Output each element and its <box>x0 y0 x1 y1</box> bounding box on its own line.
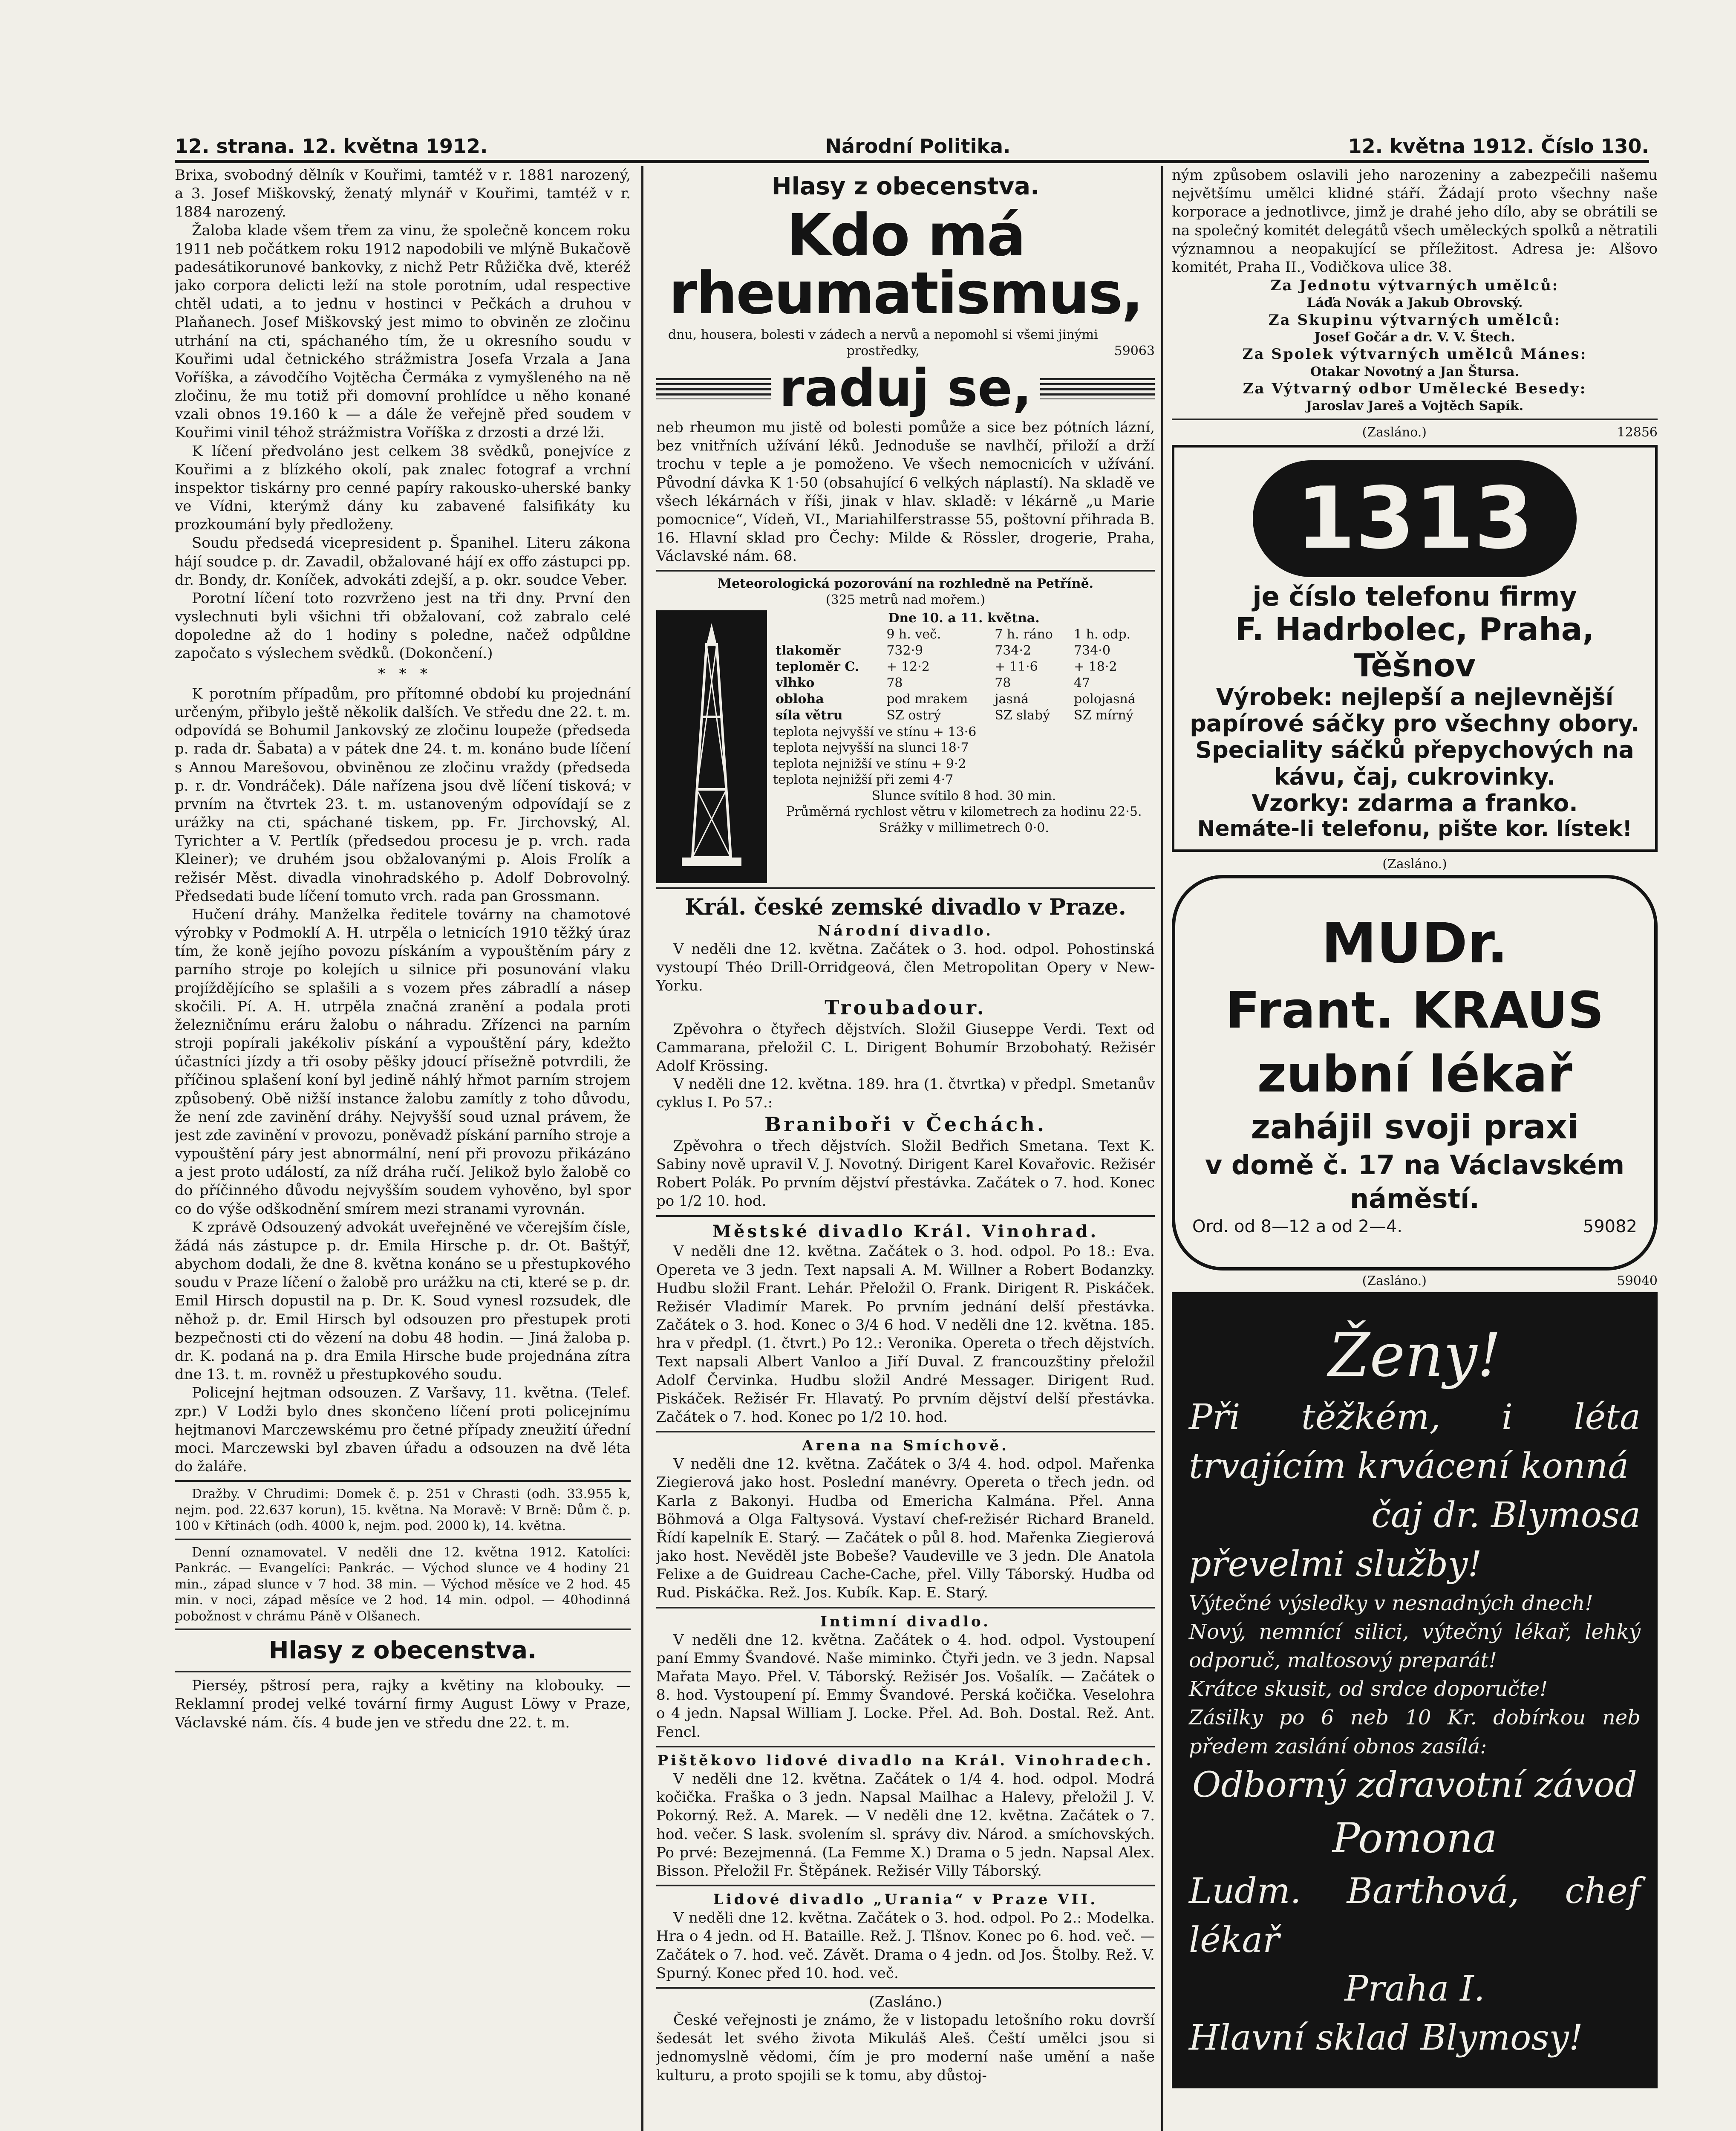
ad-number: 59063 <box>1114 343 1155 358</box>
phone-number-badge: 1313 <box>1253 460 1577 577</box>
ad-number: 12856 <box>1617 424 1658 440</box>
signature-line: Josef Gočár a dr. V. V. Štech. <box>1314 329 1515 345</box>
program-text: V neděli dne 12. května. 189. hra (1. čtvrtka) v předpl. Smetanův cyklus I. Po 57.: <box>656 1076 1155 1112</box>
weather-row <box>773 675 1155 691</box>
article-paragraph: Žaloba klade všem třem za vinu, že společně koncem roku 1911 neb počátkem roku 1912 napodobili ve mlýně Bukačově padesátikorunové bankovky, z nichž Petr Růžička dvě, kteréž jako corpora delicti leží na stole porotním, udal respective chtěl udati, a to jednu v hostinci v Pečkách a druhou v Plaňanech. Josef Miškovský jest mimo to obviněn ze zločinu utrhání na cti, spáchaného tím, že u okresního soudu v Kouřimi udal četnického strážmistra Josefa Vrzala a Jana Voříška, a závodčího Vojtěcha Čermáka z vymyšleného na ně zločinu, že mu totiž při domovní prohlídce u něho konané vzali obnos 19.160 k — a dále že veřejně před soudem v Kouřimi vinil téhož strážmistra Voříška z drzosti a drzé lži. <box>175 222 631 442</box>
ad-line: je číslo telefonu firmy <box>1252 580 1577 612</box>
divider <box>656 1215 1155 1217</box>
divider <box>656 570 1155 572</box>
article-paragraph: Policejní hejtman odsouzen. Z Varšavy, 11. května. (Telef. zpr.) V Lodži bylo dnes skončeno líčení proti policejnímu hejtmanovi Marczewskému pro četné případy zneužití úřední moci. Marczewski byl zbaven úřadu a odsouzen na dvě léta do žaláře. <box>175 1384 631 1476</box>
column-3 <box>1172 166 1658 2131</box>
weather-row-label: obloha <box>776 692 824 707</box>
masthead-title: Národní Politika. <box>825 135 1011 158</box>
ad-number: 59040 <box>1617 1273 1658 1289</box>
rheumatism-text: neb rheumon mu jistě od bolesti pomůže a sice bez pótních lázní, bez vnitřních užívání léků. Jednoduše se navlhčí, přiloží a drží trochu v teple a je pomoženo. Ve všech nemocnicích v užívání. Původní dávka K 1·50 (obsahující 6 velkých náplastí). Na skladě ve všech lékárnách v říši, jinak v hlav. skladě: v lékárně „u Marie pomocnice“, Vídeň, VI., Mariahilferstrasse 55, poštovní přihrada B. 16. Hlavní sklad pro Čechy: Milde & Rössler, drogerie, Praha, Václavské nám. 68. <box>656 419 1155 565</box>
program-text: V neděli dne 12. května. Začátek o 4. hod. odpol. Vystoupení paní Emmy Švandové. Naše miminko. Čtyři jedn. ve 3 jedn. Napsal Mařata Mayo. Přel. V. Táborský. Režisér Jos. Vošalík. — Začátek o 8. hod. Vystoupení pí. Emmy Švandové. Perská kočička. Veselohra o 4 jedn. Napsal William J. Locke. Přel. Ad. Boh. Dostal. Rež. Ant. Fencl. <box>656 1631 1155 1741</box>
weather-row <box>773 659 1155 675</box>
weather-extra: Slunce svítilo 8 hod. 30 min. <box>871 788 1056 803</box>
weather-cell: 47 <box>1074 676 1090 691</box>
ad-line: F. Hadrbolec, Praha, Těšnov <box>1235 611 1595 684</box>
weather-row-label: teploměr C. <box>776 659 859 675</box>
weather-cell: + 12·2 <box>886 659 930 675</box>
weather-cell: 734·0 <box>1074 643 1110 658</box>
weather-table <box>773 627 1155 724</box>
weather-cell: 78 <box>886 676 903 691</box>
ad-line: Frant. KRAUS <box>1226 981 1604 1040</box>
section-heading: Hlasy z obecenstva. <box>771 173 1040 200</box>
ad-line: Při těžkém, i léta trvajícím krvácení konná <box>1189 1397 1641 1487</box>
ad-line: čaj dr. Blymosa <box>1371 1495 1641 1536</box>
weather-cell: 734·2 <box>995 643 1032 658</box>
weather-cell: jasná <box>995 692 1029 707</box>
weather-heading: Meteorologická pozorování na rozhledně na Petříně. <box>717 576 1094 592</box>
divider <box>656 1607 1155 1608</box>
weather-cell: + 11·6 <box>995 659 1038 675</box>
divider <box>656 1746 1155 1747</box>
ad-number: 59082 <box>1583 1216 1637 1236</box>
weather-cell: SZ slabý <box>995 708 1050 723</box>
masthead-left: 12. strana. 12. května 1912. <box>175 135 488 158</box>
ad-line: Hlavní sklad Blymosy! <box>1189 2018 1583 2059</box>
column-divider <box>641 166 643 2131</box>
column-1 <box>175 166 631 2131</box>
weather-row <box>773 691 1155 707</box>
signature-line: Za Výtvarný odbor Umělecké Besedy: <box>1243 380 1587 398</box>
divider <box>175 1629 631 1630</box>
ad-line: Ord. od 8—12 a od 2—4. <box>1192 1216 1403 1236</box>
zaslano-label: (Zasláno.) <box>1382 857 1447 872</box>
weather-row-label: vlhko <box>776 676 815 691</box>
theatre-heading: Král. české zemské divadlo v Praze. <box>685 894 1126 921</box>
weather-extra: teplota nejnižší ve stínu + 9·2 <box>773 756 966 771</box>
masthead <box>175 124 1649 158</box>
theatre-heading: Lidové divadlo „Urania“ v Praze VII. <box>713 1891 1098 1909</box>
ad-line: Odborný zdravotní závod <box>1192 1764 1637 1805</box>
rheumatism-sub-row <box>656 327 1155 359</box>
weather-cell: + 18·2 <box>1074 659 1117 675</box>
zaslano-row <box>1172 424 1658 441</box>
section-heading: Hlasy z obecenstva. <box>268 1637 537 1665</box>
rule-lines <box>1040 378 1155 399</box>
divider <box>656 887 1155 889</box>
ad-line: Výrobek: nejlepší a nejlevnější papírové sáčky pro všechny obory. <box>1190 684 1640 737</box>
theatre-heading: Arena na Smíchově. <box>802 1437 1009 1455</box>
hadrbolec-ad <box>1172 445 1658 852</box>
weather-col-head: 1 h. odp. <box>1074 627 1131 642</box>
theatre-heading: Pištěkovo lidové divadlo na Král. Vinohradech. <box>657 1752 1154 1769</box>
weather-cell: 78 <box>995 676 1011 691</box>
weather-cell: pod mrakem <box>886 692 968 707</box>
rule-lines <box>656 378 771 399</box>
ad-line: Praha I. <box>1344 1969 1485 2010</box>
weather-col-head: 7 h. ráno <box>995 627 1053 642</box>
masthead-right: 12. května 1912. Číslo 130. <box>1348 135 1649 158</box>
theatre-heading: Městské divadlo Král. Vinohrad. <box>712 1221 1099 1242</box>
program-text: V neděli dne 12. května. Začátek o 1/4 4. hod. odpol. Modrá kočička. Fraška o 3 jedn. Napsal Mailhac a Halevy, přeložil J. V. Pokorný. Rež. A. Marek. — V neděli dne 12. května. Začátek o 7. hod. večer. S lask. svolením sl. správy div. Národ. a smíchovských. Po prvé: Bezejmenná. (La Femme X.) Drama o 5 jedn. Napsal Alex. Bisson. Přeložil Fr. Štěpánek. Režisér Villy Táborský. <box>656 1770 1155 1880</box>
program-text: V neděli dne 12. května. Začátek o 3. hod. odpol. Po 18.: Eva. Opereta ve 3 jedn. Text napsali A. M. Willner a Robert Bodanzky. Hudbu složil Frant. Lehár. Přeložil O. Frank. Dirigent R. Piskáček. Režisér Vladimír Marek. Po prvním jednání delší přestávka. Začátek o 3. hod. Konec o 3/4 6 hod. V neděli dne 12. května. 185. hra v předpl. (1. čtvrt.) Po 12.: Veronika. Opereta o třech dějstvích. Text napsali Albert Vanloo a Jiří Duval. Z francouzštiny přeložil Adolf Červinka. Hudbu složil André Messager. Dirigent Rud. Piskáček. Režisér Fr. Hlavatý. Po prvním dějství delší přestávka. Začátek o 7. hod. Konec po 1/2 10. hod. <box>656 1243 1155 1426</box>
article-paragraph: K porotním případům, pro přítomné období ku projednání určeným, přibylo ještě několik dalších. Ve středu dne 22. t. m. odpovídá se Bohumil Jankovský ze zločinu loupeže (předseda p. rada dr. Šabata) a v pátek dne 24. t. m. konáno bude líčení s Annou Marešovou, obviněnou ze zločinu vraždy (předseda p. r. dr. Vondráček). Dále nařízena jsou dvě líčení tisková; v prvním na čtvrtek 23. t. m. ustanoveným odpovídají se z urážky na cti, spáchané tiskem, pp. Fr. Jirchovský, Al. Tyrichter a V. Pertlík (předsedou procesu je p. vrch. rada Kleiner); ve druhém jsou obžalovanými p. Alois Frolík a režisér Měst. divadla vinohradského p. Adolf Dobrovolný. Předsedati bude líčení tomuto vrch. rada pan Grossmann. <box>175 685 631 905</box>
article-paragraph: K líčení předvoláno jest celkem 38 svědků, ponejvíce z Kouřimi a z blízkého okolí, pak znalec fotograf a vrchní inspektor tiskárny pro cenné papíry rakousko-uherské banky ve Vídni, kterýmž dány ku zabavené falsifikáty ku prozkoumání byly předloženy. <box>175 442 631 534</box>
weather-row <box>773 643 1155 659</box>
divider <box>175 1480 631 1482</box>
raduj-headline: raduj se, <box>779 359 1032 419</box>
ad-line: Ludm. Barthová, chef lékař <box>1189 1871 1641 1961</box>
ad-line: Zásilky po 6 neb 10 Kr. dobírkou neb předem zaslání obnos zasílá: <box>1189 1706 1641 1759</box>
ad-line: MUDr. <box>1321 911 1508 976</box>
weather-body <box>656 610 1155 883</box>
theatre-subheading: Národní divadlo. <box>817 922 994 939</box>
signature-line: Za Spolek výtvarných umělců Mánes: <box>1242 346 1587 363</box>
weather-sub: (325 metrů nad mořem.) <box>825 592 986 607</box>
signature-line: Láďa Novák a Jakub Obrovský. <box>1306 295 1523 311</box>
signature-line: Za Skupinu výtvarných umělců: <box>1268 311 1561 329</box>
divider <box>656 1885 1155 1886</box>
weather-cell: 732·9 <box>886 643 923 658</box>
masthead-rule <box>175 160 1649 163</box>
ad-line: zubní lékař <box>1257 1045 1572 1104</box>
program-text: Zpěvohra o čtyřech dějstvích. Složil Giuseppe Verdi. Text od Cammarana, přeložil C. L. Dirigent Bohumír Brzobohatý. Režisér Adolf Krössing. <box>656 1020 1155 1074</box>
article-paragraph: Hučení dráhy. Manželka ředitele továrny na chamotové výrobky v Podmoklí A. H. utrpěla o letnicích 1910 těžký úraz tím, že koně jejího povozu pískáním a vypouštěním páry z parního stroje po kolejích u silnice při posunování vlaku projíždějícího se splašili a s vozem přes zábradlí a násep skočili. Pí. A. H. utrpěla značná zranění a podala proti železničnímu eráru žalobu o náhradu. Zřízenci na parním stroji popírali jakékoliv pískání a vypouštění páry, kdežto účastníci jízdy a tři osoby pěšky jdoucí přísežně potvrdili, že příčinou splašení koní byl jedině náhlý hřmot parním strojem způsobený. Obě nižší instance žalobu zamítly z toho důvodu, že není zde zavinění dráhy. Nejvyšší soud uznal právem, že jest zde zavinění v provozu, poněvadž pískání parního stroje a vypouštění páry jest abnormální, není při provozu přikázáno a jest proto událostí, za níž dráha ručí. Jelikož bylo žalobě co do příčinného důvodu nejvyšším soudem vyhověno, byl spor co do výše odškodnění smírem mezi stranami vyrovnán. <box>175 906 631 1218</box>
column-2 <box>656 166 1155 2131</box>
program-text: V neděli dne 12. května. Začátek o 3. hod. odpol. Pohostinská vystoupí Théo Drill-Orridgeová, člen Metropolitan Opery v New-Yorku. <box>656 940 1155 995</box>
weather-extra: teplota nejvyšší ve stínu + 13·6 <box>773 724 977 739</box>
rheumatism-sub: dnu, housera, bolesti v zádech a nervů a nepomohl si všemi jinými prostředky, <box>668 327 1098 358</box>
ad-line: Ženy! <box>1328 1320 1501 1390</box>
signature-line: Jaroslav Jareš a Vojtěch Sapík. <box>1306 398 1524 414</box>
play-title: Troubadour. <box>825 996 986 1019</box>
ad-line: v domě č. 17 na Václavském náměstí. <box>1205 1149 1625 1214</box>
divider <box>175 1671 631 1672</box>
rheumatism-headline: Kdo má rheumatismus, <box>669 202 1142 328</box>
signature-line: Otakar Novotný a Jan Štursa. <box>1310 364 1519 379</box>
ad-footer-row <box>1192 1216 1637 1238</box>
ales-appeal-text: ným způsobem oslavili jeho narozeniny a zabezpečili našemu největšímu umělci klidné stáří. Žádají proto všechny naše korporace a jednotlivce, jimž je drahé jeho dílo, aby se obrátili se na společný komitét delegátů všech uměleckých spolků a nětratili významnou a neopakující se příležitost. Adresa je: Alšovo komitét, Praha II., Vodičkova ulice 38. <box>1172 167 1658 276</box>
advert-text: Pierséy, pštrosí pera, rajky a květiny na klobouky. — Reklamní prodej velké tovární firmy August Löwy v Praze, Václavské nám. čís. 4 bude jen ve středu dne 22. t. m. <box>175 1677 631 1731</box>
ad-line: zahájil svoji praxi <box>1251 1108 1579 1147</box>
ad-line: Pomona <box>1332 1814 1497 1862</box>
zaslano-label: (Zasláno.) <box>1362 1273 1427 1289</box>
ad-line: Speciality sáčků přepychových na kávu, čaj, cukrovinky. <box>1195 736 1634 790</box>
program-text: V neděli dne 12. května. Začátek o 3/4 4. hod. odpol. Mařenka Ziegierová jako host. Poslední manévry. Opereta o třech jedn. od Karla z Bakonyi. Hudba od Emericha Kalmána. Přel. Anna Böhmová a Olga Faltysová. Vystaví chef-režisér Richard Braneld. Řídí kapelník E. Starý. — Začátek o půl 8. hod. Mařenka Ziegierová jako host. Nevěděl jste Bobeše? Vaudeville ve 3 jedn. Dle Anatola Felixe a de Guidreau Cache-Cache, přel. Villy Táborský. Hudba od Rud. Piskáčka. Rež. Jos. Kubík. Kap. E. Starý. <box>656 1455 1155 1602</box>
zaslano-label: (Zasláno.) <box>869 1993 942 2010</box>
raduj-banner <box>656 359 1155 419</box>
blymosa-ad <box>1172 1292 1658 2088</box>
weather-extra: Srážky v millimetrech 0·0. <box>879 820 1049 835</box>
play-title: Braniboři v Čechách. <box>764 1113 1047 1136</box>
zaslano-text: České veřejnosti je známo, že v listopadu letošního roku dovrší šedesát let svého života Mikuláš Aleš. Čeští umělci jsou si jednomyslně vědomi, čím je pro moderní naše umění a naše kulturu, a proto spojili se k tomu, aby důstoj- <box>656 2012 1155 2084</box>
weather-report <box>656 576 1155 883</box>
auctions-notice: Dražby. V Chrudimi: Domek č. p. 251 v Chrasti (odh. 33.955 k, nejm. pod. 22.637 korun), 15. května. Na Moravě: V Brně: Dům č. p. 100 v Křtinách (odh. 4000 k, nejm. pod. 2000 k), 14. května. <box>175 1487 631 1534</box>
zaslano-row <box>1172 856 1658 872</box>
weather-cell: polojasná <box>1074 692 1136 707</box>
daily-notice: Denní oznamovatel. V neděli dne 12. května 1912. Katolíci: Pankrác. — Evangelíci: Pankrác. — Východ slunce ve 4 hodiny 21 min., západ slunce v 7 hod. 38 min. — Východ měsíce ve 2 hod. 45 min. v noci, západ měsíce ve 2 hod. 14 min. odpol. — 40hodinná pobožnost v chrámu Páně v Olšanech. <box>175 1545 631 1624</box>
weather-cell: SZ mírný <box>1074 708 1133 723</box>
program-text: Zpěvohra o třech dějstvích. Složil Bedřich Smetana. Text K. Sabiny nově upravil V. J. Novotný. Dirigent Karel Kovařovic. Režisér Robert Polák. Po prvním dějství přestávka. Začátek o 7. hod. Konec po 1/2 10. hod. <box>656 1137 1155 1210</box>
column-divider <box>1161 166 1163 2131</box>
theatre-heading: Intimní divadlo. <box>820 1613 991 1630</box>
weather-date: Dne 10. a 11. května. <box>888 611 1040 626</box>
divider <box>656 1987 1155 1989</box>
ad-line: převelmi služby! <box>1189 1544 1482 1585</box>
ad-line: Krátce skusit, od srdce doporučte! <box>1189 1677 1548 1701</box>
weather-row <box>773 707 1155 724</box>
article-paragraph: K zprávě Odsouzený advokát uveřejněné ve včerejším čísle, žádá nás zástupce p. dr. Emila Hirsche p. dr. Ot. Baštýř, abychom dodali, že dne 8. května konáno se u přestupkového soudu v Praze líčení o žalobě pro urážku na cti, které se p. dr. Emil Hirsch dopustil na p. Dr. K. Soud vynesl rozsudek, dle něhož p. dr. Emil Hirsch byl odsouzen pro přestupek proti bezpečnosti cti do vězení na dobu 48 hodin. — Jiná žaloba p. dr. K. podaná na p. dra Emila Hirsche bude projednána zítra dne 13. t. m. rovněž u přestupkového soudu. <box>175 1219 631 1383</box>
weather-col-head: 9 h. več. <box>886 627 941 642</box>
article-paragraph: Soudu předsedá vicepresident p. Španihel. Literu zákona hájí soudce p. dr. Zavadil, obžalované hájí ex offo zástupci pp. dr. Bondy, dr. Koníček, advokáti zdejší, a p. okr. soudce Veber. <box>175 534 631 589</box>
zaslano-label: (Zasláno.) <box>1362 424 1427 440</box>
zaslano-row <box>1172 1273 1658 1289</box>
petrin-tower-icon <box>656 610 767 883</box>
ad-line: Výtečné výsledky v nesnadných dnech! <box>1189 1591 1593 1615</box>
weather-extra: Průměrná rychlost větru v kilometrech za hodinu 22·5. <box>786 804 1142 820</box>
weather-data <box>773 610 1155 883</box>
ad-line: Vzorky: zdarma a franko. <box>1252 789 1578 817</box>
program-text: V neděli dne 12. května. Začátek o 3. hod. odpol. Po 2.: Modelka. Hra o 4 jedn. od H. Bataille. Rež. J. Tlšnov. Konec po 6. hod. več. — Začátek o 7. hod. več. Závět. Drama o 4 jedn. od Jos. Štolby. Rež. V. Spurný. Konec před 10. hod. več. <box>656 1909 1155 1982</box>
weather-extra: teplota nejnižší při zemi 4·7 <box>773 772 954 788</box>
signature-line: Za Jednotu výtvarných umělců: <box>1270 277 1559 295</box>
separator-asterisks: * * * <box>378 665 427 682</box>
divider <box>175 1539 631 1540</box>
weather-header-row <box>773 627 1155 643</box>
weather-extra: teplota nejvyšší na slunci 18·7 <box>773 740 969 756</box>
article-paragraph: Brixa, svobodný dělník v Kouřimi, tamtéž v r. 1881 narozený, a 3. Josef Miškovský, ženatý mlynář v Kouřimi, tamtéž v r. 1884 narozený. <box>175 167 631 221</box>
weather-row-label: tlakoměr <box>776 643 841 658</box>
divider <box>656 1431 1155 1432</box>
kraus-dentist-ad <box>1172 875 1658 1271</box>
ad-line: Nový, nemnící silici, výtečný lékař, lehký odporuč, maltosový preparát! <box>1189 1620 1641 1672</box>
article-paragraph: Porotní líčení toto rozvrženo jest na tři dny. První den vyslechnuti byli všichni tři obžalovaní, což zabralo celé dopoledne až do 1 hodiny s poledne, načež odpůldne započato s výslechem svědků. (Dokončení.) <box>175 589 631 662</box>
weather-cell: SZ ostrý <box>886 708 941 723</box>
ad-line: Nemáte-li telefonu, pište kor. lístek! <box>1197 816 1632 841</box>
weather-row-label: síla větru <box>776 708 843 723</box>
divider <box>1172 419 1658 420</box>
